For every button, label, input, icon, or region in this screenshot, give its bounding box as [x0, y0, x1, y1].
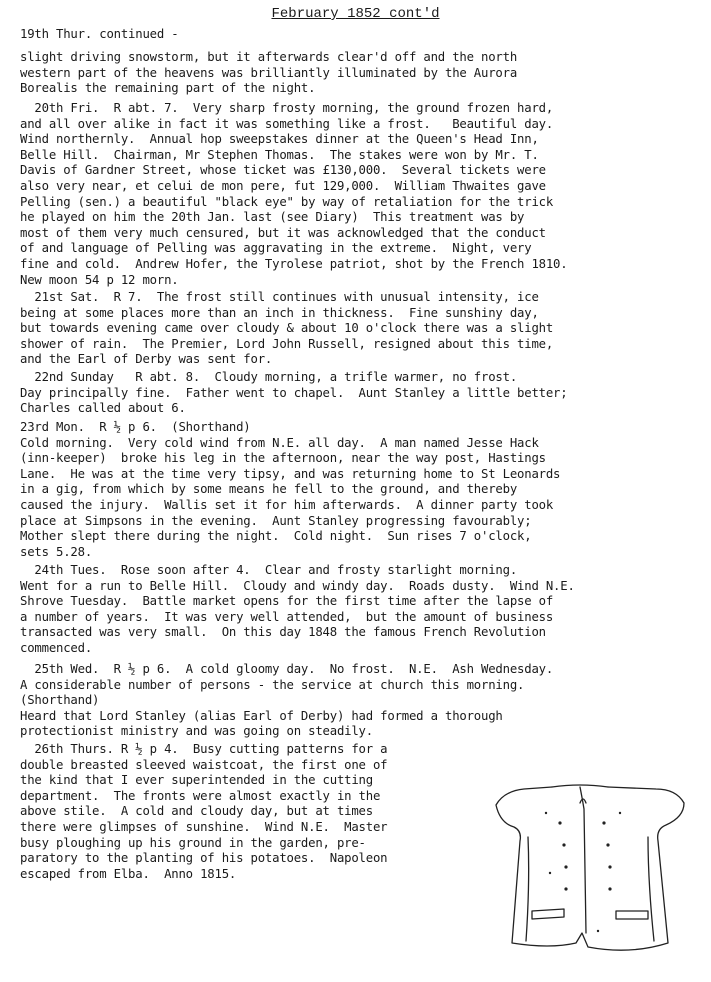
entry-20th: 20th Fri. R abt. 7. Very sharp frosty morning, the ground frozen hard, and all over alike in fact it was something like a frost. Beautiful day. Wind northernly. Annual hop sweepstakes dinner at the Queen's Head Inn, Belle Hill. Chairman, Mr Stephen Thomas. The stakes were won by Mr. T. Davis of Gardner Street, whose ticket was £130,000. Several tickets were also very near, et celui de mon pere, fut 129,000. William Thwaites gave Pelling (sen.) a beautiful "black eye" by way of retaliation for the trick he played on him the 20th Jan. last (see Diary) This treatment was by most of them very much censured, but it was acknowledged that the conduct of and language of Pelling was aggravating in the extreme. Night, very fine and cold. Andrew Hofer, the Tyrolese patriot, shot by the French 1810. New moon 54 p 12 morn.: [20, 101, 568, 287]
entry-23rd: 23rd Mon. R ½ p 6. (Shorthand) Cold morning. Very cold wind from N.E. all day. A man named Jesse Hack (inn-keeper) broke his leg in the afternoon, near the way post, Hastings Lane. He was at the time very tipsy, and was returning home to St Leonards in a gig, from which by some means he fell to the ground, and thereby caused the injury. Wallis set it for him afterwards. A dinner party took place at Simpsons in the evening. Aunt Stanley progressing favourably; Mother slept there during the night. Cold night. Sun rises 7 o'clock, sets 5.28.: [20, 420, 561, 559]
waistcoat-buttons: [545, 812, 621, 932]
waistcoat-side-seam-left: [526, 837, 529, 941]
page-title: February 1852 cont'd: [271, 6, 440, 22]
waistcoat-outline: [496, 787, 684, 950]
waistcoat-pocket-left: [532, 909, 564, 919]
entry-24th: 24th Tues. Rose soon after 4. Clear and frosty starlight morning. Went for a run to Belle Hill. Cloudy and windy day. Roads dusty. Wind N.E. Shrove Tuesday. Battle market opens for the first time after the lapse of a number of years. It was very well attended, but the amount of business transacted was very small. On this day 1848 the famous French Revolution commenced.: [20, 563, 575, 655]
waistcoat-sketch: [490, 783, 690, 963]
entry-26th: 26th Thurs. R ½ p 4. Busy cutting patterns for a double breasted sleeved waistcoat, the first one of the kind that I ever superintended in the cutting department. The fronts were almost exactly in the above stile. A cold and cloudy day, but at times there were glimpses of sunshine. Wind N.E. Master busy ploughing up his ground in the garden, pre- paratory to the planting of his potatoes. Napoleon escaped from Elba. Anno 1815.: [20, 742, 388, 881]
entry-25th: 25th Wed. R ½ p 6. A cold gloomy day. No frost. N.E. Ash Wednesday. A considerable number of persons - the service at church this morning. (Shorthand) Heard that Lord Stanley (alias Earl of Derby) had formed a thorough protectionist ministry and was going on steadily.: [20, 662, 554, 739]
entry-19th-body: slight driving snowstorm, but it afterwards clear'd off and the north western part of the heavens was brilliantly illuminated by the Aurora Borealis the remaining part of the night.: [20, 50, 518, 96]
entry-19th-heading: 19th Thur. continued -: [20, 27, 179, 41]
waistcoat-center-front: [580, 787, 586, 933]
waistcoat-side-seam-right: [648, 837, 654, 941]
entry-22nd: 22nd Sunday R abt. 8. Cloudy morning, a trifle warmer, no frost. Day principally fine. Father went to chapel. Aunt Stanley a little better; Charles called about 6.: [20, 370, 568, 416]
entry-21st: 21st Sat. R 7. The frost still continues with unusual intensity, ice being at some places more than an inch in thickness. Fine sunshiny day, but towards evening came over cloudy & about 10 o'clock there was a slight shower of rain. The Premier, Lord John Russell, resigned about this time, and the Earl of Derby was sent for.: [20, 290, 554, 367]
waistcoat-pocket-right: [616, 911, 648, 919]
page-header: [0, 6, 711, 22]
